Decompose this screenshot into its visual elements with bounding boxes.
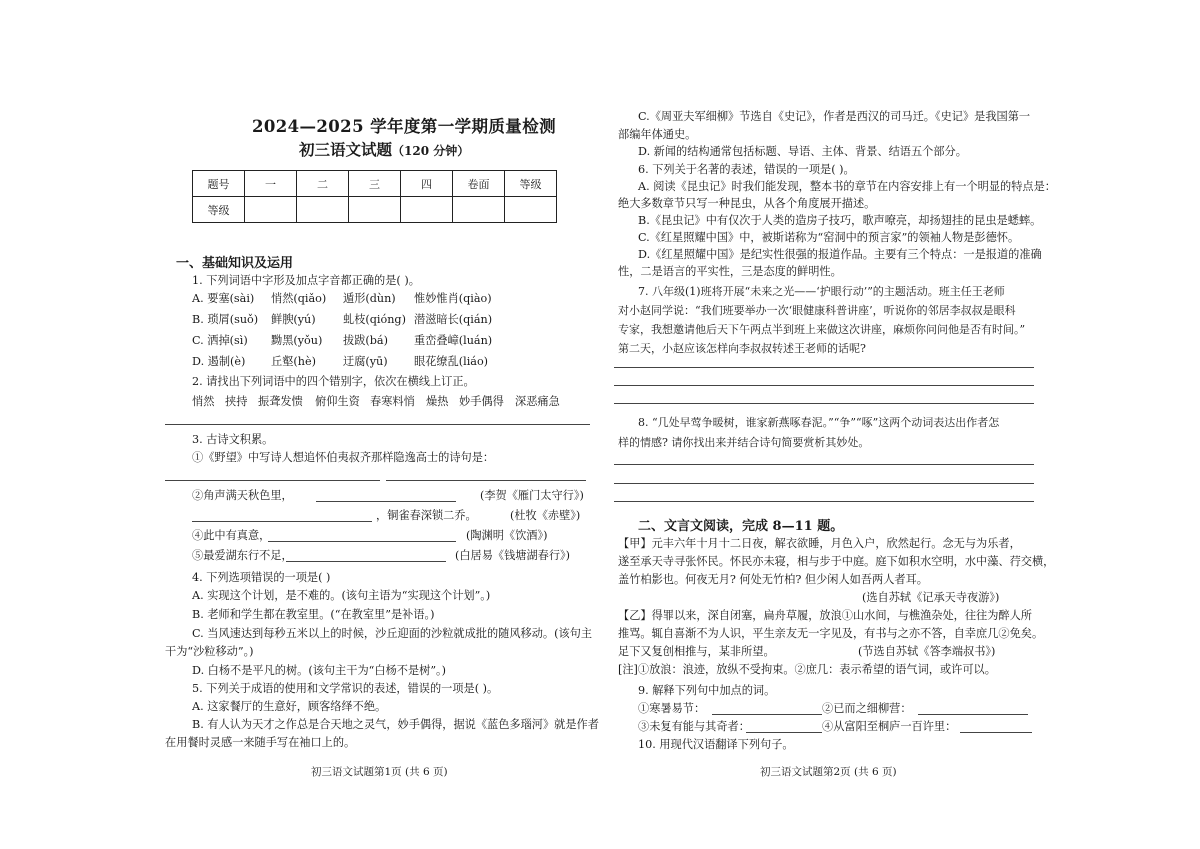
page-footer: 初三语文试题第2页 (共 6 页) xyxy=(760,766,897,778)
passage-jia-line-1: 【甲】元丰六年十月十二日夜，解衣欲睡，月色入户，欣然起行。念无与为乐者， xyxy=(618,537,1021,550)
score-cell: 卷面 xyxy=(453,171,505,197)
q1-option-b-4: 潜滋暗长(qián) xyxy=(414,313,493,326)
answer-line[interactable] xyxy=(192,521,372,522)
passage-yi-line-3: 足下又复创相推与，某非所望。 xyxy=(618,645,775,658)
q9-item-1: ①寒暑易节： xyxy=(638,702,706,715)
score-cell xyxy=(349,197,401,223)
score-cell: 四 xyxy=(401,171,453,197)
score-table xyxy=(192,170,557,223)
answer-line[interactable] xyxy=(614,403,1034,404)
q1-option-c-3: 拔跋(bá) xyxy=(343,334,388,347)
q5-option-b-cont: 在用餐时灵感一来随手写在袖口上的。 xyxy=(165,736,356,749)
q1-option-d-1: D. 遏制(è) xyxy=(192,355,246,368)
score-cell: 等级 xyxy=(193,197,245,223)
answer-line[interactable] xyxy=(386,480,586,481)
q1-option-a-4: 惟妙惟肖(qiào) xyxy=(414,292,492,305)
q2-word: 挟持 xyxy=(225,395,248,408)
score-cell xyxy=(453,197,505,223)
q1-option-c-4: 重峦叠嶂(luán) xyxy=(414,334,493,347)
q3-item-4-source: (陶渊明《饮酒》) xyxy=(466,529,548,542)
score-cell: 等级 xyxy=(505,171,557,197)
q9-item-3: ③未复有能与其奇者： xyxy=(638,720,750,733)
question-2: 2. 请找出下列词语中的四个错别字，依次在横线上订正。 xyxy=(192,375,475,388)
q1-option-b-1: B. 琐屑(suǒ) xyxy=(192,313,259,326)
question-7-line-2: 对小赵同学说：“我们班要举办一次‘眼健康科普讲座’，听说你的邻居李叔叔是眼科 xyxy=(618,304,1016,317)
q3-item-2-source: (李贺《雁门太守行》) xyxy=(480,489,584,502)
q4-option-b: B. 老师和学生都在教室里。(“在教室里”是补语。) xyxy=(192,608,435,621)
q2-word: 振聋发愦 xyxy=(258,395,303,408)
q6-option-c: C.《红星照耀中国》中，被斯诺称为“窑洞中的预言家”的领袖人物是彭德怀。 xyxy=(638,231,1020,244)
question-3: 3. 古诗文积累。 xyxy=(192,433,274,446)
q1-option-b-2: 鲜腴(yú) xyxy=(271,313,316,326)
q9-item-2: ②已而之细柳营： xyxy=(822,702,912,715)
section-1-heading: 一、基础知识及运用 xyxy=(176,256,294,271)
q2-word: 燥热 xyxy=(426,395,449,408)
q1-option-d-2: 丘壑(hè) xyxy=(271,355,316,368)
score-table-grade-row xyxy=(193,197,557,223)
q4-option-d: D. 白杨不是平凡的树。(该句主干为“白杨不是树”。) xyxy=(192,664,447,677)
score-cell: 题号 xyxy=(193,171,245,197)
question-5: 5. 下列关于成语的使用和文学常识的表述，错误的一项是( )。 xyxy=(192,682,499,695)
q4-option-a: A. 实现这个计划，是不难的。(该句主语为“实现这个计划”。) xyxy=(192,589,491,602)
q3-item-4: ④此中有真意， xyxy=(192,529,271,542)
q6-option-a: A. 阅读《昆虫记》时我们能发现，整本书的章节在内容安排上有一个明显的特点是： xyxy=(638,180,1056,193)
q5-option-d: D. 新闻的结构通常包括标题、导语、主体、背景、结语五个部分。 xyxy=(638,145,967,158)
answer-line[interactable] xyxy=(316,501,456,502)
question-8-line-2: 样的情感? 请你找出来并结合诗句简要赏析其妙处。 xyxy=(618,436,870,449)
question-1: 1. 下列词语中字形及加点字音都正确的是( )。 xyxy=(192,274,420,287)
exam-subtitle xyxy=(299,138,469,160)
answer-line[interactable] xyxy=(614,385,1034,386)
passage-yi-line-1: 【乙】得罪以来，深自闭塞，扁舟草履，放浪①山水间，与樵渔杂处，往往为醉人所 xyxy=(618,609,1032,622)
passage-jia-line-3: 盖竹柏影也。何夜无月? 何处无竹柏? 但少闲人如吾两人者耳。 xyxy=(618,573,928,586)
q5-option-a: A. 这家餐厅的生意好，顾客络绎不绝。 xyxy=(192,700,387,713)
q3-item-3: ，铜雀春深锁二乔。 xyxy=(376,509,477,522)
answer-line[interactable] xyxy=(712,714,822,715)
q1-option-c-1: C. 洒掉(sì) xyxy=(192,334,248,347)
passage-yi-line-2: 推骂。辄自喜渐不为人识，平生亲友无一字见及，有书与之亦不答，自幸庶几②免矣。 xyxy=(618,627,1044,640)
q3-item-1: ①《野望》中写诗人想追怀伯夷叔齐那样隐逸高士的诗句是： xyxy=(192,451,495,464)
q1-option-c-2: 黝黑(yǒu) xyxy=(271,334,323,347)
question-9: 9. 解释下列句中加点的词。 xyxy=(638,684,776,697)
q5-option-c: C.《周亚夫军细柳》节选自《史记》，作者是西汉的司马迁。《史记》是我国第一 xyxy=(638,110,1031,123)
score-cell xyxy=(401,197,453,223)
section-2-heading: 二、文言文阅读，完成 8—11 题。 xyxy=(638,519,844,534)
q2-word: 俯仰生资 xyxy=(315,395,360,408)
q3-item-5-source: (白居易《钱塘湖春行》) xyxy=(455,549,571,562)
question-7: 7. 八年级(1)班将开展“未来之光——‘护眼行动’”的主题活动。班主任王老师 xyxy=(638,285,1005,298)
q4-option-c: C. 当风速达到每秒五米以上的时候，沙丘迎面的沙粒就成批的随风移动。(该句主 xyxy=(192,627,593,640)
q6-option-b: B.《昆虫记》中有仅次于人类的造房子技巧，歌声嘹亮，却扬翅挂的昆虫是蟋蟀。 xyxy=(638,214,1042,227)
score-cell: 一 xyxy=(245,171,297,197)
answer-line[interactable] xyxy=(960,732,1032,733)
passage-jia-source: (选自苏轼《记承天寺夜游》) xyxy=(862,591,1000,604)
question-7-line-4: 第二天，小赵应该怎样向李叔叔转述王老师的话呢? xyxy=(618,342,866,355)
score-table-header-row xyxy=(193,171,557,197)
score-cell: 二 xyxy=(297,171,349,197)
question-6: 6. 下列关于名著的表述，错误的一项是( )。 xyxy=(638,163,855,176)
score-cell xyxy=(297,197,349,223)
subtitle-text: 初三语文试题 xyxy=(299,140,393,159)
q2-word: 深恶痛急 xyxy=(515,395,560,408)
duration-text: （120 分钟） xyxy=(392,144,470,158)
q1-option-b-3: 虬枝(qióng) xyxy=(343,313,406,326)
answer-line[interactable] xyxy=(268,541,456,542)
q2-word: 春寒料悄 xyxy=(370,395,415,408)
score-cell: 三 xyxy=(349,171,401,197)
score-cell xyxy=(505,197,557,223)
q1-option-a-2: 悄然(qiǎo) xyxy=(271,292,327,305)
q1-option-a-3: 遁形(dùn) xyxy=(343,292,396,305)
answer-line[interactable] xyxy=(165,480,380,481)
answer-line[interactable] xyxy=(614,483,1034,484)
q5-option-c-cont: 部编年体通史。 xyxy=(618,128,697,141)
passage-jia-line-2: 遂至承天寺寻张怀民。怀民亦未寝，相与步于中庭。庭下如积水空明，水中藻、荇交横， xyxy=(618,555,1055,568)
q1-option-d-4: 眼花缭乱(liáo) xyxy=(414,355,489,368)
answer-line[interactable] xyxy=(746,732,822,733)
q1-option-d-3: 迂腐(yū) xyxy=(343,355,388,368)
q3-item-2: ②角声满天秋色里， xyxy=(192,489,293,502)
q2-word: 悄然 xyxy=(192,395,215,408)
question-10: 10. 用现代汉语翻译下列句子。 xyxy=(638,738,794,751)
q9-item-4: ④从富阳至桐庐一百许里： xyxy=(822,720,957,733)
q6-option-d: D.《红星照耀中国》是纪实性很强的报道作品。主要有三个特点：一是报道的准确 xyxy=(638,248,1042,261)
exam-title: 2024—2025 学年度第一学期质量检测 xyxy=(252,117,556,136)
question-7-line-3: 专家，我想邀请他后天下午两点半到班上来做这次讲座，麻烦你问问他是否有时间。” xyxy=(618,323,1026,336)
answer-line[interactable] xyxy=(614,501,1034,502)
question-8: 8. “几处早莺争暖树，谁家新燕啄春泥。”“争”“啄”这两个动词表达出作者怎 xyxy=(638,416,1000,429)
answer-line[interactable] xyxy=(614,464,1034,465)
question-4: 4. 下列选项错误的一项是( ) xyxy=(192,571,331,584)
q6-option-a-cont: 绝大多数章节只写一种昆虫，从各个角度展开描述。 xyxy=(618,197,876,210)
answer-line[interactable] xyxy=(165,424,590,425)
passage-yi-source: (节选自苏轼《答李端叔书》) xyxy=(858,645,996,658)
page-footer: 初三语文试题第1页 (共 6 页) xyxy=(311,766,448,778)
q6-option-d-cont: 性，二是语言的平实性，三是态度的鲜明性。 xyxy=(618,265,842,278)
score-cell xyxy=(245,197,297,223)
answer-line[interactable] xyxy=(918,714,1028,715)
footnote: [注]①放浪：浪迹，放纵不受拘束。②庶几：表示希望的语气词，或许可以。 xyxy=(618,663,996,676)
q3-item-5: ⑤最爱湖东行不足， xyxy=(192,549,293,562)
q1-option-a-1: A. 要塞(sài) xyxy=(192,292,255,305)
q2-word: 妙手偶得 xyxy=(459,395,504,408)
q3-item-3-source: (杜牧《赤壁》) xyxy=(510,509,581,522)
answer-line[interactable] xyxy=(614,367,1034,368)
page-2 xyxy=(600,0,1200,849)
q4-option-c-cont: 干为“沙粒移动”。) xyxy=(165,645,254,658)
answer-line[interactable] xyxy=(286,561,446,562)
q5-option-b: B. 有人认为天才之作总是合天地之灵气，妙手偶得，据说《蓝色多瑙河》就是作者 xyxy=(192,718,599,731)
